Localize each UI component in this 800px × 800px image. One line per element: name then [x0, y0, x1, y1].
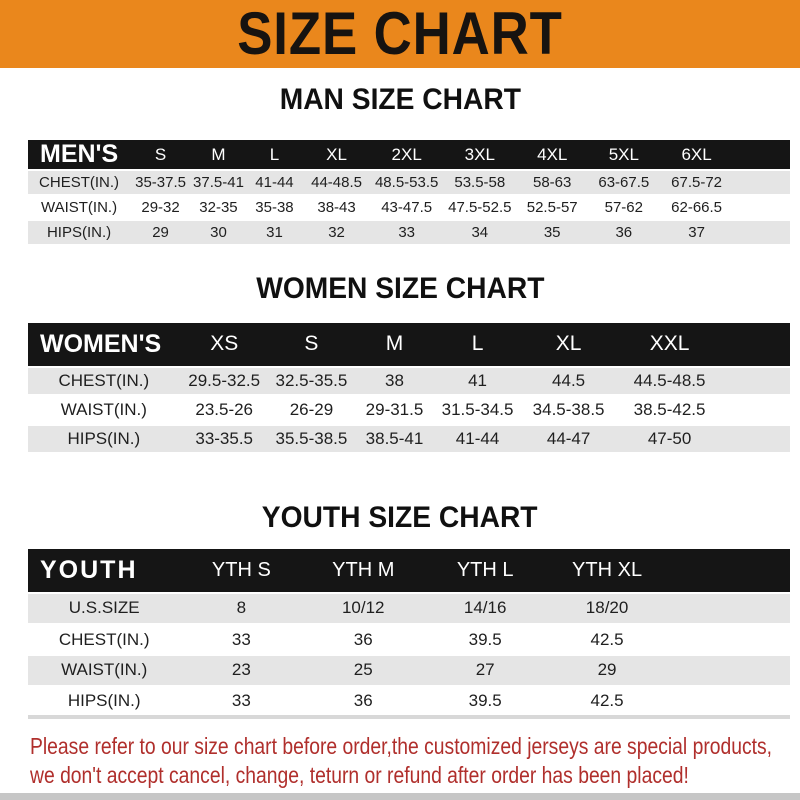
table-cell: 29: [130, 220, 191, 245]
table-cell: 41-44: [435, 425, 520, 454]
filler-cell: [668, 624, 790, 655]
row-label: HIPS(IN.): [28, 220, 130, 245]
table-cell: 33: [370, 220, 443, 245]
table-corner-label: YOUTH: [28, 549, 180, 593]
table-cell: 32.5-35.5: [269, 367, 354, 396]
table-cell: 32: [303, 220, 370, 245]
column-header: M: [191, 140, 246, 170]
table-cell: 52.5-57: [526, 199, 578, 217]
table-cell: 33-35.5: [180, 425, 269, 454]
row-label: WAIST(IN.): [28, 655, 180, 686]
women-size-table: [28, 323, 790, 456]
table-cell: 44-47: [520, 425, 617, 454]
table-cell: 38-43: [317, 199, 356, 217]
filler-cell: [668, 593, 790, 624]
table-cell: 33: [231, 691, 251, 711]
table-cell: 18/20: [546, 593, 668, 624]
footer-note-line1: Please refer to our size chart before order,the customized jerseys are special products,: [30, 733, 773, 759]
section-heading-youth: YOUTH SIZE CHART: [262, 501, 538, 534]
column-header: 2XL: [370, 140, 443, 170]
table-cell: 67.5-72: [660, 170, 734, 195]
table-cell: 33: [231, 629, 251, 649]
table-cell: 29: [546, 655, 668, 686]
table-cell: 34: [443, 220, 516, 245]
row-label: WAIST(IN.): [40, 199, 118, 217]
women-size-chart-section: [0, 272, 800, 456]
table-row: [28, 367, 790, 396]
table-cell: 39.5: [468, 691, 502, 711]
column-header: S: [130, 140, 191, 170]
table-header-row: [28, 549, 790, 593]
table-cell: 38: [354, 367, 435, 396]
row-label: CHEST(IN.): [28, 170, 130, 195]
column-header: 5XL: [588, 140, 660, 170]
bottom-bar: [0, 793, 800, 800]
table-cell: 23: [180, 655, 302, 686]
table-cell: 57-62: [604, 199, 643, 217]
table-cell: 38.5-42.5: [633, 400, 706, 420]
filler-cell: [668, 686, 790, 717]
table-cell: 30: [191, 220, 246, 245]
table-cell: 23.5-26: [195, 400, 254, 420]
filler-cell: [722, 396, 790, 425]
row-label: CHEST(IN.): [58, 629, 150, 649]
table-cell: 53.5-58: [443, 170, 516, 195]
men-size-table: [28, 140, 790, 247]
youth-size-table: [28, 549, 790, 719]
youth-size-chart-section: [0, 501, 800, 719]
filler-cell: [734, 195, 790, 220]
column-header: 6XL: [660, 140, 734, 170]
table-cell: 63-67.5: [588, 170, 660, 195]
footer-note: [30, 732, 800, 790]
table-cell: 44.5-48.5: [617, 367, 722, 396]
banner: [0, 0, 800, 68]
table-cell: 25: [302, 655, 424, 686]
table-row: [28, 170, 790, 195]
table-cell: 38.5-41: [354, 425, 435, 454]
table-cell: 41-44: [246, 170, 303, 195]
column-header: XS: [180, 323, 269, 367]
filler-cell: [668, 655, 790, 686]
table-cell: 41: [435, 367, 520, 396]
table-row: [28, 593, 790, 624]
table-cell: 31.5-34.5: [441, 400, 514, 420]
column-header: 4XL: [516, 140, 588, 170]
table-cell: 29.5-32.5: [180, 367, 269, 396]
table-cell: 47-50: [617, 425, 722, 454]
table-cell: 44.5: [520, 367, 617, 396]
column-header: YTH M: [302, 549, 424, 593]
column-header: XXL: [617, 323, 722, 367]
table-cell: 44-48.5: [303, 170, 370, 195]
filler-cell: [668, 549, 790, 593]
table-cell: 10/12: [302, 593, 424, 624]
table-cell: 14/16: [424, 593, 546, 624]
column-header: YTH S: [180, 549, 302, 593]
table-cell: 42.5: [590, 629, 624, 649]
filler-cell: [722, 367, 790, 396]
table-cell: 39.5: [468, 629, 502, 649]
table-header-row: [28, 323, 790, 367]
table-cell: 35: [516, 220, 588, 245]
table-row: [28, 655, 790, 686]
row-label: U.S.SIZE: [28, 593, 180, 624]
table-header-row: [28, 140, 790, 170]
table-row: [28, 425, 790, 454]
table-cell: 27: [424, 655, 546, 686]
row-label: CHEST(IN.): [28, 367, 180, 396]
table-cell: 42.5: [590, 691, 624, 711]
section-heading-women: WOMEN SIZE CHART: [255, 271, 545, 305]
table-cell: 26-29: [289, 400, 334, 420]
table-row: [28, 220, 790, 245]
filler-cell: [734, 140, 790, 170]
column-header: 3XL: [443, 140, 516, 170]
table-cell: 35.5-38.5: [269, 425, 354, 454]
filler-cell: [734, 220, 790, 245]
table-corner-label: MEN'S: [28, 140, 130, 170]
table-cell: 37.5-41: [191, 170, 246, 195]
table-cell: 47.5-52.5: [448, 199, 512, 217]
table-cell: 29-32: [141, 199, 180, 217]
table-cell: 37: [660, 220, 734, 245]
man-size-chart-section: [0, 83, 800, 247]
column-header: L: [246, 140, 303, 170]
column-header: L: [435, 323, 520, 367]
table-cell: 35-38: [255, 199, 294, 217]
filler-cell: [734, 170, 790, 195]
column-header: S: [269, 323, 354, 367]
column-header: M: [354, 323, 435, 367]
table-row: [28, 686, 790, 717]
table-row: [28, 396, 790, 425]
table-cell: 35-37.5: [130, 170, 191, 195]
table-row: [28, 624, 790, 655]
filler-cell: [722, 425, 790, 454]
section-heading-man: MAN SIZE CHART: [279, 83, 521, 116]
table-cell: 43-47.5: [381, 199, 433, 217]
table-cell: 36: [353, 629, 373, 649]
banner-title: SIZE CHART: [237, 0, 563, 67]
footer-note-line2: we don't accept cancel, change, teturn or refund after order has been placed!: [30, 762, 689, 788]
table-cell: 48.5-53.5: [370, 170, 443, 195]
row-label: HIPS(IN.): [67, 691, 141, 711]
table-cell: 29-31.5: [365, 400, 424, 420]
table-cell: 8: [180, 593, 302, 624]
table-row: [28, 195, 790, 220]
row-label: WAIST(IN.): [60, 400, 147, 420]
table-cell: 32-35: [199, 199, 238, 217]
table-cell: 62-66.5: [671, 199, 723, 217]
column-header: XL: [520, 323, 617, 367]
column-header: YTH XL: [546, 549, 668, 593]
table-corner-label: WOMEN'S: [28, 323, 180, 367]
table-cell: 34.5-38.5: [532, 400, 605, 420]
table-cell: 58-63: [516, 170, 588, 195]
row-label: HIPS(IN.): [28, 425, 180, 454]
table-cell: 36: [588, 220, 660, 245]
filler-cell: [722, 323, 790, 367]
column-header: YTH L: [424, 549, 546, 593]
table-cell: 36: [353, 691, 373, 711]
column-header: XL: [303, 140, 370, 170]
table-cell: 31: [246, 220, 303, 245]
